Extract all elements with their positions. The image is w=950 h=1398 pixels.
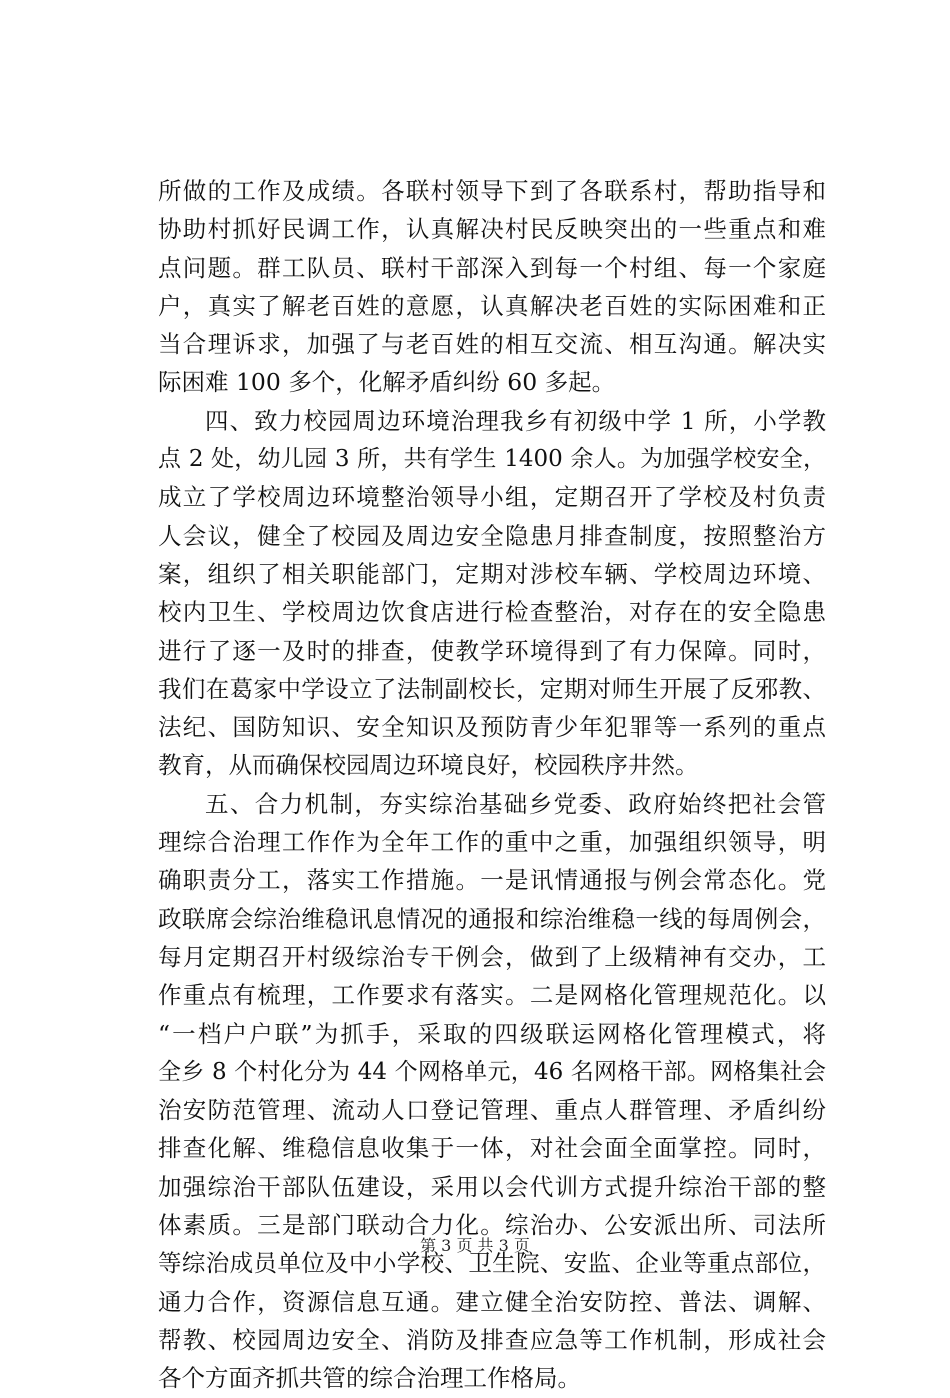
text-line: 各个方面齐抓共管的综合治理工作格局。 xyxy=(158,1364,581,1393)
text-line: 排查化解、维稳信息收集于一体，对社会面全面掌控。同时， xyxy=(158,1134,826,1163)
document-body xyxy=(158,172,826,1398)
text-line: 等综治成员单位及中小学校、卫生院、安监、企业等重点部位， xyxy=(158,1249,826,1278)
page-number-footer: 第 3 页 共 3 页 xyxy=(420,1236,530,1255)
text-line: 四、致力校园周边环境治理我乡有初级中学 1 所，小学教 xyxy=(205,406,826,435)
text-line: 通力合作，资源信息互通。建立健全治安防控、普法、调解、 xyxy=(158,1287,826,1316)
text-line: 当合理诉求，加强了与老百姓的相互交流、相互沟通。解决实 xyxy=(158,330,826,359)
text-line: 加强综治干部队伍建设，采用以会代训方式提升综治干部的整 xyxy=(158,1172,826,1201)
text-line: 帮教、校园周边安全、消防及排查应急等工作机制，形成社会 xyxy=(158,1325,826,1354)
text-line: 进行了逐一及时的排查，使教学环境得到了有力保障。同时， xyxy=(158,636,826,665)
text-line: 每月定期召开村级综治专干例会，做到了上级精神有交办，工 xyxy=(158,942,826,971)
text-line: 政联席会综治维稳讯息情况的通报和综治维稳一线的每周例会， xyxy=(158,904,826,933)
text-line: “一档户户联”为抓手，采取的四级联运网格化管理模式，将 xyxy=(158,1019,826,1048)
text-line: 治安防范管理、流动人口登记管理、重点人群管理、矛盾纠纷 xyxy=(158,1096,826,1125)
text-line: 教育，从而确保校园周边环境良好，校园秩序井然。 xyxy=(158,751,699,780)
text-line: 所做的工作及成绩。各联村领导下到了各联系村，帮助指导和 xyxy=(158,177,826,205)
text-line: 人会议，健全了校园及周边安全隐患月排查制度，按照整治方 xyxy=(158,521,826,550)
text-line: 户，真实了解老百姓的意愿，认真解决老百姓的实际困难和正 xyxy=(158,291,826,320)
text-line: 我们在葛家中学设立了法制副校长，定期对师生开展了反邪教、 xyxy=(158,674,826,703)
text-line: 五、合力机制，夯实综治基础乡党委、政府始终把社会管 xyxy=(205,789,826,818)
text-line: 作重点有梳理，工作要求有落实。二是网格化管理规范化。以 xyxy=(158,981,826,1010)
text-line: 案，组织了相关职能部门，定期对涉校车辆、学校周边环境、 xyxy=(158,559,826,588)
text-line: 体素质。三是部门联动合力化。综治办、公安派出所、司法所 xyxy=(158,1211,826,1240)
text-line: 成立了学校周边环境整治领导小组，定期召开了学校及村负责 xyxy=(158,483,826,512)
text-line: 点问题。群工队员、联村干部深入到每一个村组、每一个家庭 xyxy=(158,253,826,282)
text-line: 协助村抓好民调工作，认真解决村民反映突出的一些重点和难 xyxy=(158,215,826,244)
text-line: 校内卫生、学校周边饮食店进行检查整治，对存在的安全隐患 xyxy=(158,598,826,627)
text-line: 理综合治理工作作为全年工作的重中之重，加强组织领导，明 xyxy=(158,828,826,857)
text-line: 点 2 处，幼儿园 3 所，共有学生 1400 余人。为加强学校安全， xyxy=(158,446,826,473)
text-line: 法纪、国防知识、安全知识及预防青少年犯罪等一系列的重点 xyxy=(158,713,826,742)
text-line: 际困难 100 多个，化解矛盾纠纷 60 多起。 xyxy=(158,368,616,397)
text-line: 确职责分工，落实工作措施。一是讯情通报与例会常态化。党 xyxy=(158,866,826,895)
text-line: 全乡 8 个村化分为 44 个网格单元，46 名网格干部。网格集社会 xyxy=(158,1058,826,1085)
